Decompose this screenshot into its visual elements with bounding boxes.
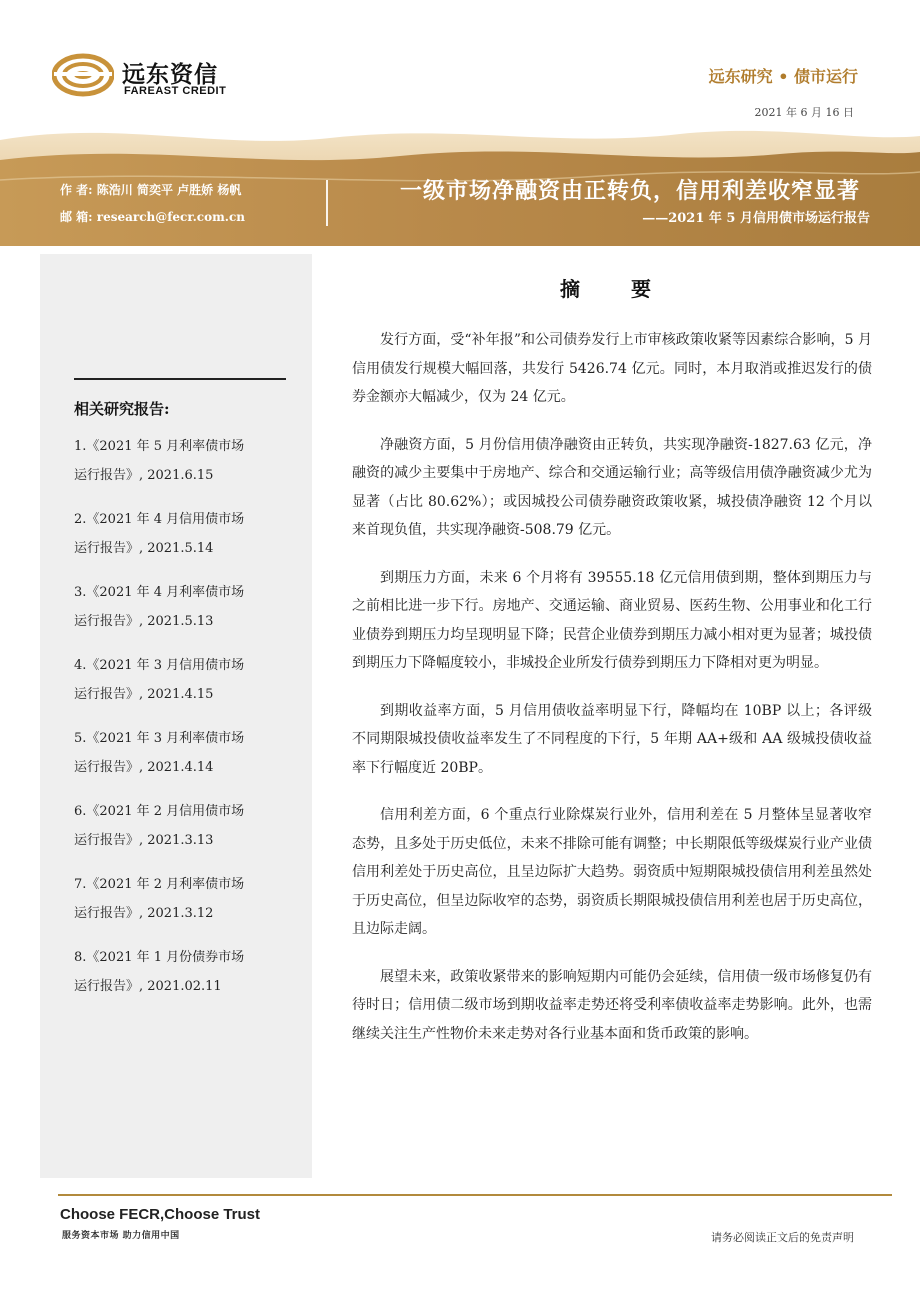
sidebar-rule bbox=[74, 378, 286, 380]
logo-english-name: FAREAST CREDIT bbox=[124, 85, 227, 97]
authors: 作 者: 陈浩川 简奕平 卢胜娇 杨帆 bbox=[60, 183, 242, 197]
related-report-item[interactable]: 2.《2021 年 4 月信用债市场 运行报告》, 2021.5.14 bbox=[74, 512, 245, 556]
abstract-paragraph: 展望未来，政策收紧带来的影响短期内可能仍会延续，信用债一级市场修复仍有待时日；信用债二级市场到期收益率走势还将受利率债收益率走势影响。此外，也需继续关注生产性物价未来走势对各行业基本面和货币政策的影响。 bbox=[352, 968, 872, 1042]
abstract-body bbox=[352, 326, 872, 1067]
report-title: 一级市场净融资由正转负，信用利差收窄显著 bbox=[399, 178, 860, 204]
logo-chinese-name: 远东资信 bbox=[122, 62, 218, 88]
disclaimer-note: 请务必阅读正文后的免责声明 bbox=[711, 1231, 854, 1244]
related-report-item[interactable]: 5.《2021 年 3 月利率债市场 运行报告》, 2021.4.14 bbox=[74, 731, 245, 775]
related-report-item[interactable]: 6.《2021 年 2 月信用债市场 运行报告》, 2021.3.13 bbox=[74, 804, 245, 848]
report-subtitle: ——2021 年 5 月信用债市场运行报告 bbox=[642, 211, 870, 226]
banner-divider bbox=[326, 180, 328, 226]
company-logo bbox=[52, 52, 242, 100]
related-reports-sidebar bbox=[40, 254, 312, 1178]
contact-email[interactable]: 邮 箱: research@fecr.com.cn bbox=[60, 210, 245, 224]
related-report-item[interactable]: 1.《2021 年 5 月利率债市场 运行报告》, 2021.6.15 bbox=[74, 439, 245, 483]
footer-slogan: Choose FECR,Choose Trust bbox=[60, 1206, 261, 1223]
abstract-paragraph: 发行方面，受“补年报”和公司债券发行上市审核政策收紧等因素综合影响，5 月信用债发行规模大幅回落，共发行 5426.74 亿元。同时，本月取消或推迟发行的债券金额亦大幅减少，仅为 24 亿元。 bbox=[352, 332, 872, 405]
sidebar-heading: 相关研究报告: bbox=[74, 400, 170, 418]
logo-mark-icon bbox=[52, 52, 114, 98]
related-report-item[interactable]: 7.《2021 年 2 月利率债市场 运行报告》, 2021.3.12 bbox=[74, 877, 245, 921]
footer-slogan-cn: 服务资本市场 助力信用中国 bbox=[62, 1231, 180, 1241]
related-report-item[interactable]: 3.《2021 年 4 月利率债市场 运行报告》, 2021.5.13 bbox=[74, 585, 245, 629]
footer-rule bbox=[58, 1194, 892, 1196]
abstract-paragraph: 信用利差方面，6 个重点行业除煤炭行业外，信用利差在 5 月整体呈显著收窄态势，且多处于历史低位，未来不排除可能有调整；中长期限低等级煤炭行业产业债信用利差处于历史高位，且呈边际扩大趋势。弱资质中短期限城投债信用利差虽然处于历史高位，但呈边际收窄的态势，弱资质长期限城投债信用利差也居于历史高位，且边际走阔。 bbox=[352, 807, 872, 937]
abstract-heading: 摘 要 bbox=[560, 277, 673, 301]
abstract-paragraph: 到期压力方面，未来 6 个月将有 39555.18 亿元信用债到期，整体到期压力与之前相比进一步下行。房地产、交通运输、商业贸易、医药生物、公用事业和化工行业债券到期压力均呈现明显下降；民营企业债券到期压力减小相对更为显著；城投债到期压力下降幅度较小，非城投企业所发行债券到期压力下降相对更为明显。 bbox=[352, 569, 872, 671]
report-series: 远东研究 • 债市运行 bbox=[708, 67, 858, 86]
related-reports-list bbox=[74, 432, 294, 1016]
report-date: 2021 年 6 月 16 日 bbox=[754, 106, 854, 119]
related-report-item[interactable]: 8.《2021 年 1 月份债券市场 运行报告》, 2021.02.11 bbox=[74, 950, 245, 994]
abstract-paragraph: 到期收益率方面，5 月信用债收益率明显下行，降幅均在 10BP 以上；各评级不同期限城投债收益率发生了不同程度的下行，5 年期 AA+级和 AA 级城投债收益率下行幅度近 20BP。 bbox=[352, 702, 872, 776]
related-report-item[interactable]: 4.《2021 年 3 月信用债市场 运行报告》, 2021.4.15 bbox=[74, 658, 245, 702]
abstract-paragraph: 净融资方面，5 月份信用债净融资由正转负，共实现净融资-1827.63 亿元，净融资的减少主要集中于房地产、综合和交通运输行业；高等级信用债净融资减少尤为显著（占比 80.62%）；或因城投公司债券融资政策收紧，城投债净融资 12 个月以来首现负值，共实现净融资-508.79 亿元。 bbox=[352, 436, 872, 538]
